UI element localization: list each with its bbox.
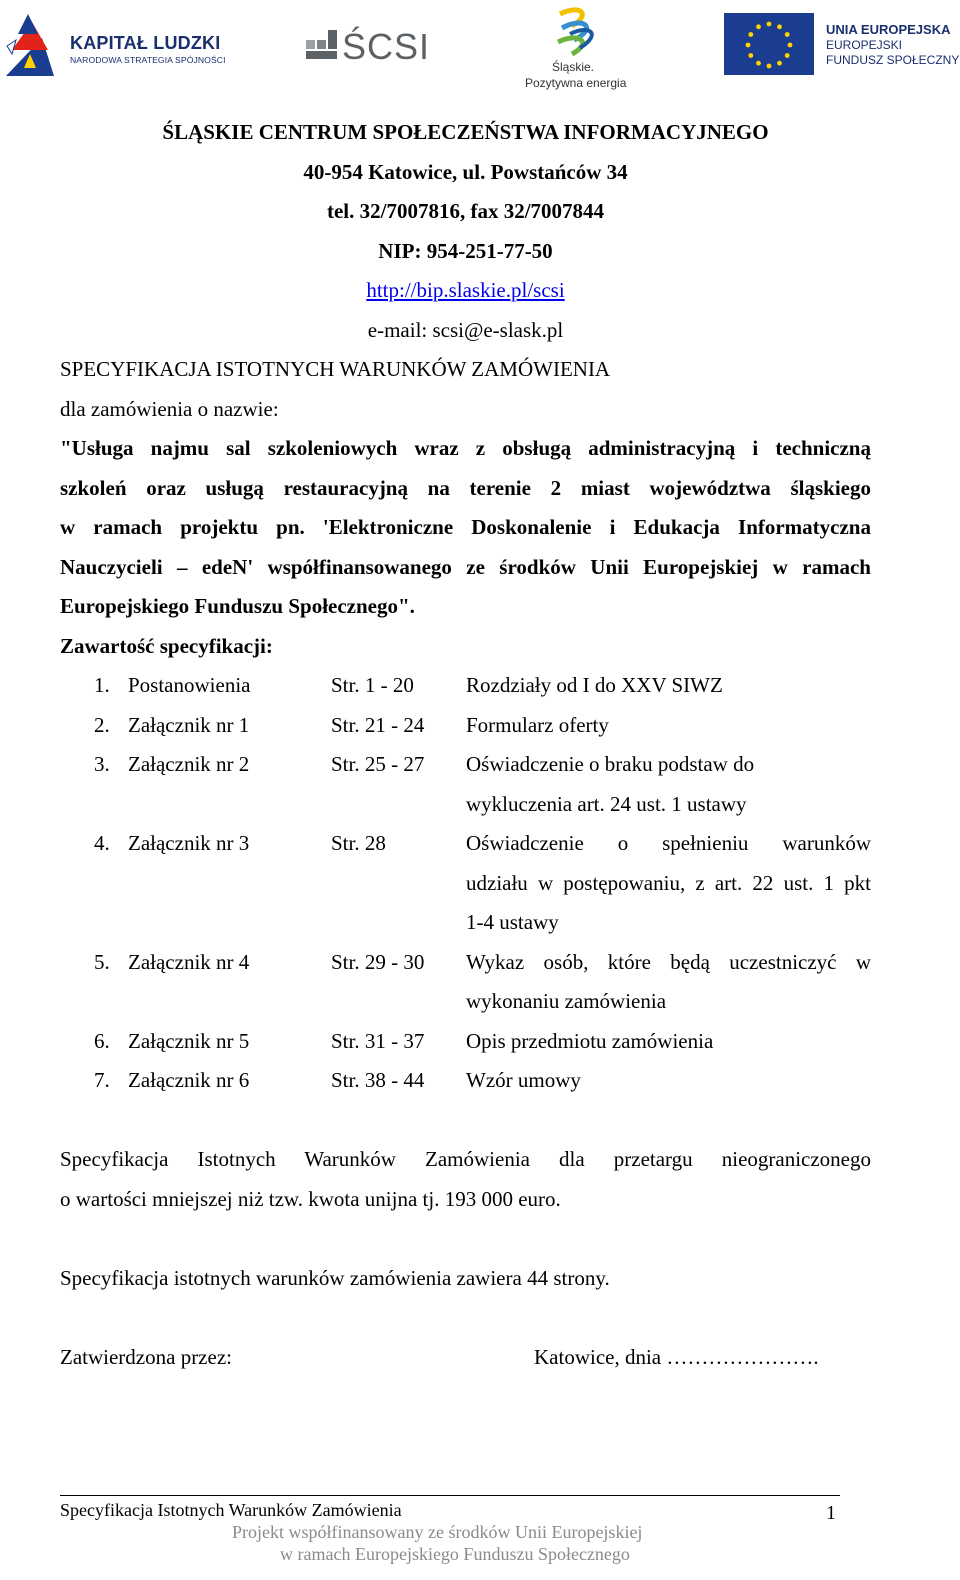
kapital-ludzki-emblem-icon (4, 10, 60, 80)
scsi-wordmark: ŚCSI (342, 26, 431, 67)
contents-desc: wykonaniu zamówienia (466, 989, 667, 1013)
institution-address: 40-954 Katowice, ul. Powstańców 34 (303, 160, 628, 184)
footer-page-number: 1 (826, 1502, 836, 1524)
contents-pages: Str. 28 (331, 831, 386, 855)
pages-count-note: Specyfikacja istotnych warunków zamówienia zawiera 44 strony. (60, 1266, 610, 1290)
eu-logo (724, 13, 960, 77)
spec-title: SPECYFIKACJA ISTOTNYCH WARUNKÓW ZAMÓWIENIA (60, 357, 611, 381)
contents-name: Załącznik nr 1 (128, 713, 250, 737)
scsi-logo (306, 26, 441, 66)
eu-line2: EUROPEJSKI (826, 38, 903, 52)
institution-url-link[interactable]: http://bip.slaskie.pl/scsi (366, 278, 565, 302)
contents-name: Załącznik nr 2 (128, 752, 250, 776)
order-name-line-5: Europejskiego Funduszu Społecznego". (60, 594, 415, 618)
kapital-ludzki-title: KAPITAŁ LUDZKI (70, 33, 221, 53)
contents-name: Załącznik nr 5 (128, 1029, 250, 1053)
contents-num: 5. (94, 950, 110, 974)
contents-desc: udziału w postępowaniu, z art. 22 ust. 1 pkt (466, 871, 871, 895)
contents-num: 4. (94, 831, 110, 855)
footer-cofinance-line-1: Projekt współfinansowany ze środków Unii Europejskiej (232, 1522, 643, 1542)
contents-name: Załącznik nr 3 (128, 831, 250, 855)
institution-phone: tel. 32/7007816, fax 32/7007844 (326, 199, 605, 223)
contents-name: Postanowienia (128, 673, 251, 697)
contents-pages: Str. 29 - 30 (331, 950, 425, 974)
footer-divider (60, 1495, 840, 1496)
eu-flag-icon (724, 13, 814, 75)
tender-type-line-1: Specyfikacja Istotnych Warunków Zamówienia dla przetargu nieograniczonego (60, 1147, 871, 1171)
contents-desc: 1-4 ustawy (466, 910, 559, 934)
contents-desc: Rozdziały od I do XXV SIWZ (466, 673, 723, 697)
contents-heading: Zawartość specyfikacji: (60, 634, 273, 658)
contents-desc: Oświadczenie o spełnieniu warunków (466, 831, 871, 855)
footer-doc-title: Specyfikacja Istotnych Warunków Zamówienia (60, 1500, 402, 1520)
slaskie-wave-icon (550, 4, 610, 60)
contents-pages: Str. 21 - 24 (331, 713, 425, 737)
contents-num: 6. (94, 1029, 110, 1053)
contents-name: Załącznik nr 4 (128, 950, 250, 974)
institution-name: ŚLĄSKIE CENTRUM SPOŁECZEŃSTWA INFORMACYJNEGO (162, 120, 769, 144)
institution-nip: NIP: 954-251-77-50 (378, 239, 553, 263)
eu-line1: UNIA EUROPEJSKA (826, 22, 951, 37)
order-name-line-2: szkoleń oraz usługą restauracyjną na terenie 2 miast województwa śląskiego (60, 476, 871, 500)
place-date-label: Katowice, dnia …………………. (534, 1345, 819, 1369)
contents-desc: wykluczenia art. 24 ust. 1 ustawy (466, 792, 747, 816)
contents-num: 3. (94, 752, 110, 776)
scsi-grid-icon (306, 30, 338, 62)
approved-by-label: Zatwierdzona przez: (60, 1345, 232, 1369)
contents-desc: Opis przedmiotu zamówienia (466, 1029, 714, 1053)
contents-pages: Str. 31 - 37 (331, 1029, 425, 1053)
contents-desc: Oświadczenie o braku podstaw do (466, 752, 755, 776)
order-name-line-4: Nauczycieli – edeN' współfinansowanego ze środków Unii Europejskiej w ramach (60, 555, 871, 579)
contents-num: 2. (94, 713, 110, 737)
spec-for-order: dla zamówienia o nazwie: (60, 397, 279, 421)
contents-pages: Str. 1 - 20 (331, 673, 414, 697)
tender-type-line-2: o wartości mniejszej niż tzw. kwota unijna tj. 193 000 euro. (60, 1187, 561, 1211)
contents-pages: Str. 25 - 27 (331, 752, 425, 776)
contents-pages: Str. 38 - 44 (331, 1068, 425, 1092)
contents-desc: Wykaz osób, które będą uczestniczyć w (466, 950, 871, 974)
contents-num: 7. (94, 1068, 110, 1092)
order-name-line-3: w ramach projektu pn. 'Elektroniczne Doskonalenie i Edukacja Informatyczna (60, 515, 871, 539)
contents-desc: Formularz oferty (466, 713, 609, 737)
kapital-ludzki-logo (4, 8, 254, 80)
institution-email: e-mail: scsi@e-slask.pl (367, 318, 564, 342)
contents-name: Załącznik nr 6 (128, 1068, 250, 1092)
slaskie-name: Śląskie. (552, 60, 595, 74)
eu-line3: FUNDUSZ SPOŁECZNY (826, 53, 960, 67)
slaskie-logo (518, 4, 638, 94)
contents-desc: Wzór umowy (466, 1068, 581, 1092)
slaskie-tagline: Pozytywna energia (525, 76, 627, 90)
kapital-ludzki-subtitle: NARODOWA STRATEGIA SPÓJNOŚCI (70, 55, 226, 65)
contents-num: 1. (94, 673, 110, 697)
footer-cofinance-line-2: w ramach Europejskiego Funduszu Społecznego (280, 1544, 630, 1564)
institution-url-row (60, 278, 871, 303)
order-name-line-1: "Usługa najmu sal szkoleniowych wraz z obsługą administracyjną i techniczną (60, 436, 871, 460)
